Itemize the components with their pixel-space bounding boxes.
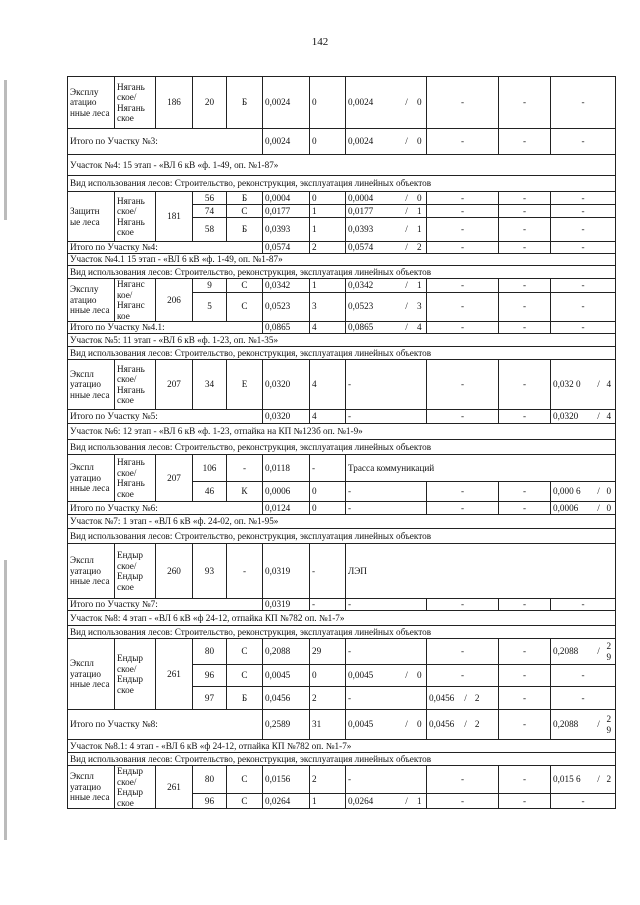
cell-code: С (227, 794, 263, 809)
section-title: Участок №4: 15 этап - «ВЛ 6 кВ «ф. 1-49, оп. №1-87» (68, 155, 616, 176)
cell-c10-value: 0,2088 (551, 710, 595, 740)
section-use-type: Вид использования лесов: Строительство, реконструкция, эксплуатация линейных объектов (68, 440, 616, 455)
cell-c7-count: 1 (413, 279, 427, 293)
total-label: Итого по Участку №4: (68, 242, 263, 254)
cell-count: - (310, 599, 346, 611)
cell-c7-sep: / (401, 205, 413, 218)
cell-kvartal: 181 (156, 192, 193, 242)
section-use-type: Вид использования лесов: Строительство, реконструкция, эксплуатация линейных объектов (68, 347, 616, 360)
cell-c10-count: 4 (603, 360, 616, 410)
cell-c8: - (427, 599, 499, 611)
cell-c8: - (427, 192, 499, 205)
cell-count: 0 (310, 77, 346, 129)
cell-kvartal: 261 (156, 639, 193, 710)
cell-c10-sep: / (595, 766, 603, 794)
cell-c10-sep: / (595, 410, 603, 424)
cell-c8: - (427, 360, 499, 410)
cell-c8: - (427, 665, 499, 687)
cell-c7-value: 0,0045 (346, 710, 401, 740)
c8-sep: / (464, 692, 467, 703)
section-title: Участок №5: 11 этап - «ВЛ 6 кВ «ф. 1-23, оп. №1-35» (68, 334, 616, 347)
forest-plots-table (67, 76, 616, 809)
cell-forestry: Ендыр ское/ Ендыр ское (115, 639, 156, 710)
cell-area: 0,0523 (263, 292, 310, 321)
cell-c7: - (346, 639, 427, 665)
cell-c7-value: 0,0342 (346, 279, 401, 293)
section-title-row (68, 155, 616, 176)
cell-area: 0,0320 (263, 410, 310, 424)
cell-code: - (227, 544, 263, 599)
cell-c7-count: 2 (413, 242, 427, 254)
cell-c10-sep: / (595, 502, 603, 515)
section-use-row (68, 753, 616, 766)
cell-c9: - (499, 599, 551, 611)
cell-c7-count: 0 (413, 665, 427, 687)
total-label: Итого по Участку №8: (68, 710, 263, 740)
cell-c9: - (499, 322, 551, 334)
cell-c7-count: 1 (413, 794, 427, 809)
cell-area: 0,0393 (263, 218, 310, 242)
cell-note: Трасса коммуникаций (346, 455, 616, 482)
cell-c8: - (427, 639, 499, 665)
cell-c7-sep: / (401, 279, 413, 293)
cell-count: 0 (310, 665, 346, 687)
cell-c9: - (499, 766, 551, 794)
cell-forestry: Нягань ское/ Нягань ское (115, 455, 156, 502)
cell-c10: - (551, 687, 616, 710)
section-use-type: Вид использования лесов: Строительство, реконструкция, эксплуатация линейных объектов (68, 626, 616, 639)
cell-area: 0,0024 (263, 129, 310, 155)
cell-c7-sep: / (401, 218, 413, 242)
cell-code: С (227, 665, 263, 687)
cell-c7: - (346, 410, 427, 424)
cell-vydel: 96 (193, 665, 227, 687)
cell-forestry: Няганс кое/ Няганс кое (115, 279, 156, 322)
cell-count: 2 (310, 766, 346, 794)
cell-c7-sep: / (401, 292, 413, 321)
cell-area: 0,0045 (263, 665, 310, 687)
cell-area: 0,0264 (263, 794, 310, 809)
cell-area: 0,0006 (263, 482, 310, 502)
cell-c7-value: 0,0024 (346, 129, 401, 155)
cell-category: Эксплу атацио нные леса (68, 77, 115, 129)
cell-c10-count: 0 (603, 482, 616, 502)
cell-note: ЛЭП (346, 544, 616, 599)
cell-c8: - (427, 766, 499, 794)
cell-count: 31 (310, 710, 346, 740)
cell-area: 0,0024 (263, 77, 310, 129)
c8-count: 2 (474, 692, 480, 703)
cell-code: Б (227, 218, 263, 242)
cell-category: Защитн ые леса (68, 192, 115, 242)
total-label: Итого по Участку №4.1: (68, 322, 263, 334)
cell-forestry: Нягань ское/ Нягань ское (115, 77, 156, 129)
cell-code: Б (227, 687, 263, 710)
cell-c10-value: 0,000 6 (551, 482, 595, 502)
cell-c10: - (551, 665, 616, 687)
section-use-type: Вид использования лесов: Строительство, реконструкция, эксплуатация линейных объектов (68, 266, 616, 279)
cell-area: 0,0456 (263, 687, 310, 710)
section-title: Участок №7: 1 этап - «ВЛ 6 кВ «ф. 24-02, оп. №1-95» (68, 515, 616, 529)
cell-c7-value: 0,0045 (346, 665, 401, 687)
cell-code: Е (227, 360, 263, 410)
cell-c9: - (499, 794, 551, 809)
cell-c9: - (499, 410, 551, 424)
cell-c10: - (551, 322, 616, 334)
cell-c9: - (499, 482, 551, 502)
cell-forestry: Ендыр ское/ Ендыр ское (115, 544, 156, 599)
cell-count: 3 (310, 292, 346, 321)
cell-c10-sep: / (595, 360, 603, 410)
cell-c8: - (427, 77, 499, 129)
c8-value: 0,0456 (429, 692, 455, 703)
cell-c7-sep: / (401, 794, 413, 809)
cell-count: 0 (310, 192, 346, 205)
total-row (68, 322, 616, 334)
cell-c10: - (551, 794, 616, 809)
cell-c7-count: 0 (413, 77, 427, 129)
cell-count: - (310, 544, 346, 599)
cell-c8: - (427, 218, 499, 242)
cell-vydel: 9 (193, 279, 227, 293)
cell-c7-count: 0 (413, 129, 427, 155)
cell-vydel: 80 (193, 766, 227, 794)
cell-vydel: 5 (193, 292, 227, 321)
cell-code: С (227, 205, 263, 218)
section-use-type: Вид использования лесов: Строительство, реконструкция, эксплуатация линейных объектов (68, 176, 616, 192)
cell-code: К (227, 482, 263, 502)
cell-count: 29 (310, 639, 346, 665)
cell-c7: - (346, 502, 427, 515)
cell-kvartal: 260 (156, 544, 193, 599)
section-use-row (68, 440, 616, 455)
cell-c7-sep: / (401, 242, 413, 254)
total-row (68, 129, 616, 155)
cell-category: Экспл уатацио нные леса (68, 455, 115, 502)
total-label: Итого по Участку №5: (68, 410, 263, 424)
cell-area: 0,2088 (263, 639, 310, 665)
cell-code: С (227, 639, 263, 665)
section-use-row (68, 266, 616, 279)
data-row (68, 77, 616, 129)
cell-c7-count: 4 (413, 322, 427, 334)
cell-count: 4 (310, 410, 346, 424)
cell-c8: - (427, 279, 499, 293)
section-use-row (68, 626, 616, 639)
cell-category: Экспл уатацио нные леса (68, 544, 115, 599)
cell-c8: - (427, 292, 499, 321)
cell-area: 0,0320 (263, 360, 310, 410)
cell-c7: - (346, 687, 427, 710)
cell-c10: - (551, 218, 616, 242)
cell-c9: - (499, 205, 551, 218)
cell-c7-count: 0 (413, 710, 427, 740)
cell-area: 0,0118 (263, 455, 310, 482)
cell-code: С (227, 279, 263, 293)
total-row (68, 410, 616, 424)
cell-c10: - (551, 242, 616, 254)
cell-c10-count: 2 9 (603, 710, 616, 740)
cell-c9: - (499, 192, 551, 205)
section-title: Участок №4.1 15 этап - «ВЛ 6 кВ «ф. 1-49, оп. №1-87» (68, 254, 616, 266)
section-use-type: Вид использования лесов: Строительство, реконструкция, эксплуатация линейных объектов (68, 529, 616, 544)
cell-kvartal: 206 (156, 279, 193, 322)
c8-value: 0,0456 (429, 719, 455, 729)
cell-category: Эксплу атацио нные леса (68, 279, 115, 322)
cell-vydel: 93 (193, 544, 227, 599)
cell-vydel: 46 (193, 482, 227, 502)
cell-c9: - (499, 218, 551, 242)
cell-c9: - (499, 129, 551, 155)
total-label: Итого по Участку №7: (68, 599, 263, 611)
table-body (68, 77, 616, 809)
section-title-row (68, 740, 616, 753)
cell-c9: - (499, 687, 551, 710)
cell-count: 0 (310, 129, 346, 155)
cell-count: 2 (310, 687, 346, 710)
c8-sep: / (464, 719, 467, 729)
cell-count: 4 (310, 360, 346, 410)
total-row (68, 502, 616, 515)
cell-vydel: 106 (193, 455, 227, 482)
cell-c8 (427, 687, 499, 710)
cell-forestry: Нягань ское/ Нягань ское (115, 192, 156, 242)
cell-c7-value: 0,0177 (346, 205, 401, 218)
cell-c10: - (551, 599, 616, 611)
cell-c9: - (499, 710, 551, 740)
cell-c10-value: 0,0006 (551, 502, 595, 515)
cell-c7-value: 0,0264 (346, 794, 401, 809)
cell-c9: - (499, 502, 551, 515)
cell-area: 0,0319 (263, 544, 310, 599)
cell-vydel: 74 (193, 205, 227, 218)
cell-c7-value: 0,0574 (346, 242, 401, 254)
cell-c10-sep: / (595, 639, 603, 665)
cell-kvartal: 207 (156, 455, 193, 502)
section-title: Участок №6: 12 этап - «ВЛ 6 кВ «ф. 1-23, отпайка на КП №123б оп. №1-9» (68, 424, 616, 440)
cell-c7-count: 1 (413, 205, 427, 218)
data-row (68, 279, 616, 293)
cell-c8: - (427, 410, 499, 424)
section-title-row (68, 334, 616, 347)
cell-c7: - (346, 766, 427, 794)
data-row (68, 544, 616, 599)
total-row (68, 599, 616, 611)
cell-code: - (227, 455, 263, 482)
cell-c9: - (499, 360, 551, 410)
scan-edge-mark (4, 80, 7, 220)
c8-count: 2 (474, 719, 480, 729)
cell-c7-sep: / (401, 665, 413, 687)
cell-c7-value: 0,0865 (346, 322, 401, 334)
cell-c7: - (346, 599, 427, 611)
cell-area: 0,0865 (263, 322, 310, 334)
cell-count: - (310, 455, 346, 482)
cell-c7-value: 0,0004 (346, 192, 401, 205)
cell-area: 0,0319 (263, 599, 310, 611)
cell-vydel: 56 (193, 192, 227, 205)
cell-c9: - (499, 639, 551, 665)
cell-c9: - (499, 77, 551, 129)
cell-vydel: 96 (193, 794, 227, 809)
cell-area: 0,0124 (263, 502, 310, 515)
cell-c8: - (427, 205, 499, 218)
cell-vydel: 20 (193, 77, 227, 129)
cell-c10-count: 2 (603, 766, 616, 794)
cell-c10-value: 0,2088 (551, 639, 595, 665)
cell-code: Б (227, 192, 263, 205)
cell-vydel: 34 (193, 360, 227, 410)
cell-code: С (227, 292, 263, 321)
cell-c7-sep: / (401, 710, 413, 740)
cell-count: 0 (310, 502, 346, 515)
section-use-row (68, 176, 616, 192)
cell-count: 1 (310, 279, 346, 293)
cell-c8: - (427, 322, 499, 334)
cell-c7-sep: / (401, 129, 413, 155)
total-label: Итого по Участку №6: (68, 502, 263, 515)
cell-c10-sep: / (595, 710, 603, 740)
cell-c9: - (499, 292, 551, 321)
scan-edge-mark (4, 560, 7, 840)
page-number: 142 (311, 36, 329, 48)
cell-kvartal: 261 (156, 766, 193, 809)
cell-c9: - (499, 665, 551, 687)
cell-c7-value: 0,0523 (346, 292, 401, 321)
cell-category: Экспл уатацио нные леса (68, 766, 115, 809)
cell-vydel: 58 (193, 218, 227, 242)
cell-count: 4 (310, 322, 346, 334)
section-title-row (68, 254, 616, 266)
cell-c7-sep: / (401, 192, 413, 205)
cell-c10: - (551, 205, 616, 218)
cell-c8: - (427, 482, 499, 502)
cell-c7: - (346, 482, 427, 502)
cell-c7-value: 0,0024 (346, 77, 401, 129)
cell-c7-value: 0,0393 (346, 218, 401, 242)
cell-area: 0,0004 (263, 192, 310, 205)
data-row (68, 766, 616, 794)
cell-area: 0,0342 (263, 279, 310, 293)
cell-c7-count: 3 (413, 292, 427, 321)
cell-c10: - (551, 292, 616, 321)
section-use-type: Вид использования лесов: Строительство, реконструкция, эксплуатация линейных объектов (68, 753, 616, 766)
cell-area: 0,0574 (263, 242, 310, 254)
cell-area: 0,0156 (263, 766, 310, 794)
section-title: Участок №8.1: 4 этап - «ВЛ 6 кВ «ф 24-12, отпайка КП №782 оп. №1-7» (68, 740, 616, 753)
cell-c10: - (551, 192, 616, 205)
cell-c7-count: 1 (413, 218, 427, 242)
cell-forestry: Нягань ское/ Нягань ское (115, 360, 156, 410)
data-row (68, 360, 616, 410)
cell-c7-sep: / (401, 77, 413, 129)
cell-vydel: 97 (193, 687, 227, 710)
cell-count: 1 (310, 205, 346, 218)
total-row (68, 710, 616, 740)
section-title-row (68, 424, 616, 440)
cell-c10-count: 4 (603, 410, 616, 424)
cell-kvartal: 207 (156, 360, 193, 410)
cell-c9: - (499, 279, 551, 293)
cell-c10-value: 0,015 6 (551, 766, 595, 794)
cell-c10: - (551, 77, 616, 129)
cell-area: 0,0177 (263, 205, 310, 218)
data-row (68, 639, 616, 665)
cell-code: С (227, 766, 263, 794)
cell-c10: - (551, 279, 616, 293)
cell-c8 (427, 710, 499, 740)
section-title-row (68, 515, 616, 529)
cell-forestry: Ендыр ское/ Ендыр ское (115, 766, 156, 809)
section-use-row (68, 529, 616, 544)
cell-c8: - (427, 242, 499, 254)
total-row (68, 242, 616, 254)
cell-count: 0 (310, 482, 346, 502)
cell-code: Б (227, 77, 263, 129)
cell-c10-value: 0,0320 (551, 410, 595, 424)
cell-c8: - (427, 129, 499, 155)
cell-c7-sep: / (401, 322, 413, 334)
section-title-row (68, 611, 616, 626)
cell-c7-count: 0 (413, 192, 427, 205)
cell-c10-count: 0 (603, 502, 616, 515)
cell-c7: - (346, 360, 427, 410)
cell-count: 1 (310, 218, 346, 242)
data-row (68, 455, 616, 482)
cell-c9: - (499, 242, 551, 254)
cell-c10-count: 2 9 (603, 639, 616, 665)
data-row (68, 192, 616, 205)
cell-c8: - (427, 502, 499, 515)
cell-count: 1 (310, 794, 346, 809)
cell-kvartal: 186 (156, 77, 193, 129)
cell-category: Экспл уатацио нные леса (68, 360, 115, 410)
cell-vydel: 80 (193, 639, 227, 665)
cell-c8: - (427, 794, 499, 809)
cell-c10: - (551, 129, 616, 155)
cell-area: 0,2589 (263, 710, 310, 740)
cell-c10-value: 0,032 0 (551, 360, 595, 410)
cell-category: Экспл уатацио нные леса (68, 639, 115, 710)
cell-count: 2 (310, 242, 346, 254)
total-label: Итого по Участку №3: (68, 129, 263, 155)
cell-c10-sep: / (595, 482, 603, 502)
section-title: Участок №8: 4 этап - «ВЛ 6 кВ «ф 24-12, отпайка КП №782 оп. №1-7» (68, 611, 616, 626)
section-use-row (68, 347, 616, 360)
